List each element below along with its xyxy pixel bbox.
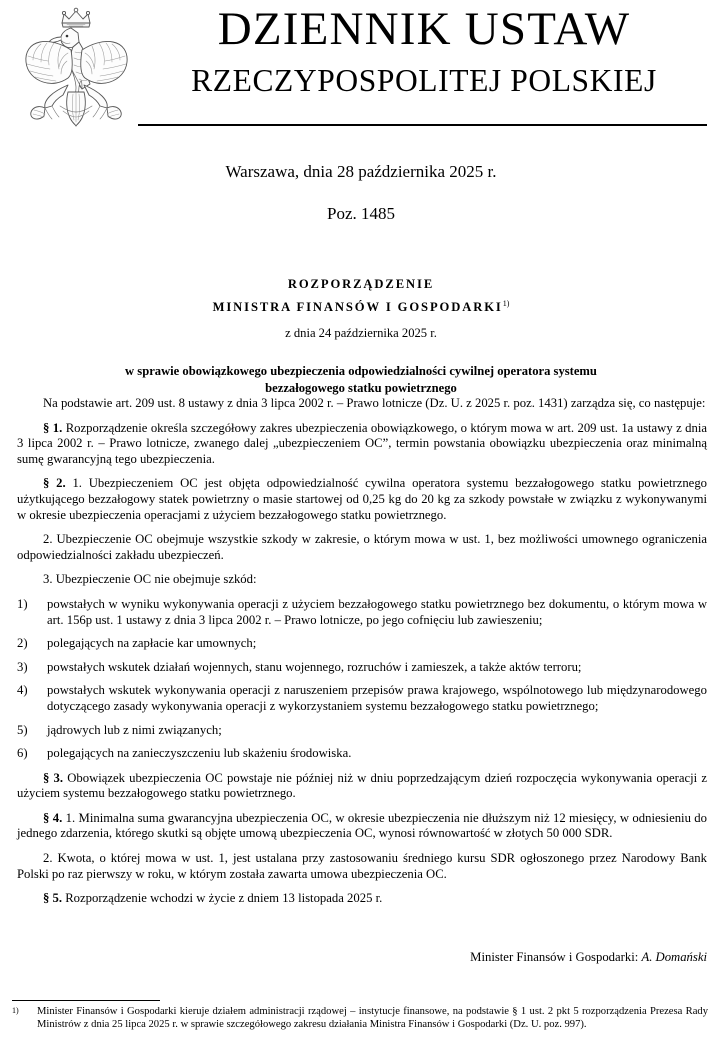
list-item-text: polegających na zanieczyszczeniu lub skażeniu środowiska. bbox=[47, 746, 352, 761]
act-body bbox=[17, 396, 707, 916]
polish-eagle-emblem bbox=[16, 6, 136, 130]
preamble-paragraph: Na podstawie art. 209 ust. 8 ustawy z dnia 3 lipca 2002 r. – Prawo lotnicze (Dz. U. z 2025 r. poz. 1431) zarządza się, co następuje: bbox=[43, 396, 706, 410]
signature-block bbox=[17, 949, 707, 965]
act-authority-footnote-marker: 1) bbox=[502, 299, 510, 308]
act-subject bbox=[61, 363, 661, 396]
list-item bbox=[17, 636, 707, 652]
paragraph-2-section-3: 3. Ubezpieczenie OC nie obejmuje szkód: bbox=[43, 572, 257, 587]
act-heading bbox=[61, 275, 661, 396]
act-authority-text: MINISTRA FINANSÓW I GOSPODARKI bbox=[212, 300, 503, 315]
paragraph-4-section-1-text: 1. Minimalna suma gwarancyjna ubezpieczenia OC, w okresie ubezpieczenia nie dłuższym niż 12 miesięcy, w odniesieniu do jednego zdarzenia, którego skutki są objęte umową ubezpieczenia OC, wynosi równowartość w złotych 50 000 SDR. bbox=[17, 810, 707, 841]
act-subject-line2: bezzałogowego statku powietrznego bbox=[265, 380, 457, 395]
footnote-marker: 1) bbox=[12, 1006, 19, 1015]
act-authority bbox=[61, 295, 661, 316]
paragraph-1-text: Rozporządzenie określa szczegółowy zakres ubezpieczenia obowiązkowego, o którym mowa w art. 209 ust. 1a ustawy z dnia 3 lipca 2002 r. – Prawo lotnicze, zwanego dalej „ubezpieczeniem OC”, termin powstania obowiązku ubezpieczenia oraz minimalną sumę gwarancyjną tego ubezpieczenia. bbox=[17, 420, 707, 466]
footnote-divider bbox=[12, 1000, 160, 1001]
list-item-marker: 4) bbox=[17, 683, 28, 698]
paragraph-5 bbox=[17, 891, 707, 907]
paragraph-2-section-1 bbox=[17, 476, 707, 523]
paragraph-3-text: Obowiązek ubezpieczenia OC powstaje nie później niż w dniu poprzedzającym dzień rozpoczęcia wykonywania operacji z użyciem systemu bezzałogowego statku powietrznego. bbox=[17, 770, 707, 801]
list-item bbox=[17, 597, 707, 628]
list-item-text: powstałych wskutek działań wojennych, stanu wojennego, rozruchów i zamieszek, a także aktów terroru; bbox=[47, 659, 582, 674]
masthead bbox=[0, 0, 722, 132]
list-item-marker: 6) bbox=[17, 746, 28, 761]
signature-role: Minister Finansów i Gospodarki: bbox=[470, 950, 639, 964]
publication-place-date: Warszawa, dnia 28 października 2025 r. bbox=[225, 162, 497, 181]
signature-name: A. Domański bbox=[641, 950, 707, 964]
paragraph-4-label: § 4. bbox=[43, 810, 63, 825]
list-item-text: jądrowych lub z nimi związanych; bbox=[47, 722, 222, 737]
gazette-title-line2: RZECZYPOSPOLITEJ POLSKIEJ bbox=[191, 63, 657, 98]
list-item-text: polegających na zapłacie kar umownych; bbox=[47, 636, 257, 651]
list-item-text: powstałych w wyniku wykonywania operacji z użyciem bezzałogowego statku powietrznego bez dokumentu, o którym mowa w art. 156p ust. 1 ustawy z dnia 3 lipca 2002 r. – Prawo lotnicze, po jego cofnięciu lub zawieszeniu; bbox=[47, 596, 707, 627]
list-item-marker: 1) bbox=[17, 596, 28, 611]
list-item bbox=[17, 660, 707, 676]
masthead-titles bbox=[138, 0, 710, 126]
act-subject-line1: w sprawie obowiązkowego ubezpieczenia odpowiedzialności cywilnej operatora systemu bbox=[125, 364, 597, 379]
act-date: z dnia 24 października 2025 r. bbox=[285, 326, 437, 341]
paragraph-5-label: § 5. bbox=[43, 891, 63, 906]
paragraph-4-section-2: 2. Kwota, o której mowa w ust. 1, jest ustalana przy zastosowaniu średniego kursu SDR ogłoszonego przez Narodowy Bank Polski po raz pierwszy w roku, w którym została zawarta umowa ubezpieczenia OC. bbox=[17, 851, 707, 881]
paragraph-2-section-2: 2. Ubezpieczenie OC obejmuje wszystkie szkody w zakresie, o którym mowa w ust. 1, bez możliwości umownego ograniczenia odpowiedzialności zakładu ubezpieczeń. bbox=[17, 532, 707, 562]
footnote-1 bbox=[12, 1005, 708, 1032]
act-kind: ROZPORZĄDZENIE bbox=[287, 277, 435, 291]
paragraph-2-label: § 2. bbox=[43, 476, 66, 491]
list-item-text: powstałych wskutek wykonywania operacji z naruszeniem przepisów prawa krajowego, wspólnotowego lub międzynarodowego dotyczącego zasady wykonywania operacji z wykorzystaniem systemu bezzałogowego statku powietrznego; bbox=[47, 683, 707, 713]
footnote-text: Minister Finansów i Gospodarki kieruje działem administracji rządowej – instytucje finansowe, na podstawie § 1 ust. 2 pkt 5 rozporządzenia Prezesa Rady Ministrów z dnia 25 lipca 2025 r. w sprawie szczegółowego zakresu działania Ministra Finansów i Gospodarki (Dz. U. poz. 997). bbox=[37, 1006, 708, 1031]
exclusions-list bbox=[17, 597, 707, 762]
list-item-marker: 3) bbox=[17, 659, 28, 674]
paragraph-1 bbox=[17, 421, 707, 468]
paragraph-4-section-1 bbox=[17, 811, 707, 842]
paragraph-1-label: § 1. bbox=[43, 420, 63, 435]
gazette-title-line1: DZIENNIK USTAW bbox=[217, 3, 631, 55]
list-item-marker: 2) bbox=[17, 636, 28, 651]
masthead-divider bbox=[138, 124, 707, 126]
list-item bbox=[17, 746, 707, 762]
list-item-marker: 5) bbox=[17, 722, 28, 737]
list-item bbox=[17, 723, 707, 739]
paragraph-2-section-1-text: 1. Ubezpieczeniem OC jest objęta odpowiedzialność cywilna operatora systemu bezzałogowego statku powietrznego użytkującego bezzałogowy statek powietrzny o masie startowej od 0,25 kg do 20 kg za szkody powstałe w związku z wykonywanymi w okresie ubezpieczenia operacjami z użyciem bezzałogowego statku powietrznego. bbox=[17, 476, 708, 522]
paragraph-3-label: § 3. bbox=[43, 770, 64, 785]
paragraph-5-text: Rozporządzenie wchodzi w życie z dniem 13 listopada 2025 r. bbox=[62, 891, 383, 906]
publication-position: Poz. 1485 bbox=[327, 204, 395, 223]
paragraph-3 bbox=[17, 771, 707, 802]
list-item bbox=[17, 683, 707, 714]
